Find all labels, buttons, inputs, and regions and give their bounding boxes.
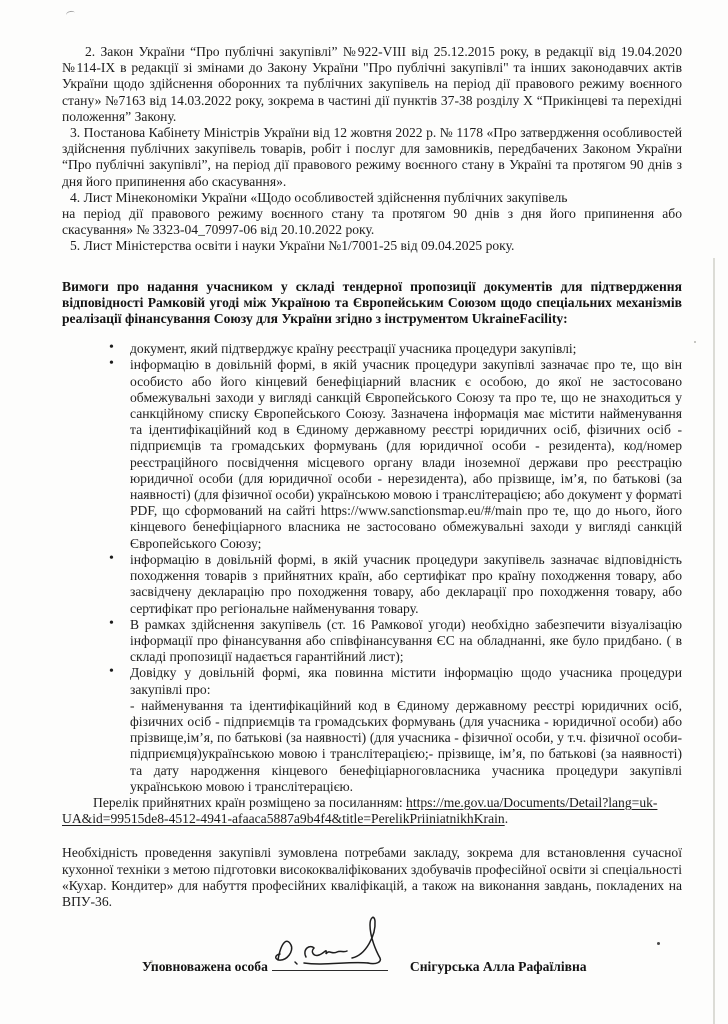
paragraph-line: 4. Лист Мінекономіки України «Щодо особливостей здійснення публічних закупівель bbox=[70, 189, 568, 205]
list-item: • інформацію в довільній формі, в якій учасник процедури закупівлі зазначає про те, що він особисто або його кінцевий бенефіціарний власник є особою, до якої не застосовано обмежувальні заходи у вигляді санкцій Європейського Союзу та про те, що не знаходиться у санкційному списку Європейського Союзу. Зазначена інформація має містити найменування та ідентифікаційний код в Єдиному державному реєстрі юридичних осіб, фізичних осіб - підприємців та громадських формувань (для юридичної особи - резидента), код/номер реєстраційного посвідчення місцевого органу влади іноземної держави про реєстрацію юридичної особи (для юридичної особи - нерезидента), або прізвище, ім’я, по батькові (за наявності) (для фізичної особи) українською мовою і транслітерацією; або документ у форматі PDF, що сформований на сайті https://www.sanctionsmap.eu/#/main про те, що до нього, його кінцевого бенефіціарного власника не застосовано обмежувальні заходи у вигляді санкцій Європейського Союзу; bbox=[62, 357, 682, 551]
countries-note-period: . bbox=[504, 811, 509, 827]
legal-reference-2: 2. Закон України “Про публічні закупівлі” №922-VIII від 25.12.2015 року, в редакції від 19.04.2020 №114-ІХ в редакції зі змінами до Закону України "Про публічні закупівлі" та інших законодавчих актів України щодо здійснення оборонних та публічних закупівель на період дії правового режиму воєнного стану» №7163 від 14.03.2022 року, зокрема в частині дії пунктів 37-38 розділу X “Прикінцеві та перехідні положення” Закону. bbox=[62, 44, 682, 124]
handwritten-signature bbox=[264, 910, 422, 974]
list-item bbox=[62, 665, 682, 795]
signature-line bbox=[272, 956, 388, 971]
justification-paragraph: Необхідність проведення закупівлі зумовлена потребами закладу, зокрема для встановлення сучасної кухонної техніки з метою підготовки висококваліфікованих здобувачів професійної освіти зі спеціальності «Кухар. Кондитер» для набуття професійних кваліфікацій, а також на виконання завдань, покладених на ВПУ-36. bbox=[62, 845, 682, 909]
requirements-heading: Вимоги про надання учасником у складі тендерної пропозиції документів для підтвердження відповідності Рамковій угоді між Україною та Європейським Союзом щодо спеціальних механізмів реалізації фінансування Союзу для України згідно з інструментом UkraineFacility: bbox=[62, 278, 682, 327]
legal-reference-5: 5. Лист Міністерства освіти і науки України №1/7001-25 від 09.04.2025 року. bbox=[70, 238, 515, 254]
list-item-intro: Довідку у довільній формі, яка повинна містити інформацію щодо учасника процедури закупівлі про: bbox=[130, 665, 682, 697]
scan-speck-icon bbox=[694, 341, 696, 343]
list-item: • інформацію в довільній формі, в якій учасник процедури закупівель зазначає відповідність походження товарів з прийнятних країн, або сертифікат про країну походження товару, або засвідчену декларацію про походження товару, або декларації про походження товару, або сертифікат про регіональне найменування товару. bbox=[62, 552, 682, 617]
paragraph-line: на період дії правового режиму воєнного стану та протягом 90 днів з дня його припинення або скасування» № 3323-04_70997-06 від 20.10.2022 року. bbox=[62, 206, 682, 238]
list-item: • В рамках здійснення закупівель (ст. 16 Рамкової угоди) необхідно забезпечити візуалізацію інформації про фінансування або співфінансування ЄС на обладнанні, яке було придбано. ( в складі пропозиції надається гарантійний лист); bbox=[62, 617, 682, 666]
document-body bbox=[62, 44, 682, 975]
legal-reference-3: 3. Постанова Кабінету Міністрів України від 12 жовтня 2022 р. № 1178 «Про затвердження особливостей здійснення публічних закупівель товарів, робіт і послуг для замовників, передбачених Законом України “Про публічні закупівлі”, на період дії правового режиму воєнного стану в Україні та протягом 90 днів з дня його припинення або скасування». bbox=[62, 125, 682, 189]
signature-row bbox=[62, 956, 682, 975]
countries-note bbox=[62, 795, 682, 827]
list-item-detail: - найменування та ідентифікаційний код в Єдиному державному реєстрі юридичних осіб, фізичних осіб - підприємців та громадських формувань (для учасника - юридичної особи) або прізвище,ім’я, по батькові (за наявності) (для учасника - фізичної особи, у т.ч. фізичної особи-підприємця)українською мовою і транслітерацією;- прізвище, ім’я, по батькові (за наявності) та дату народження кінцевого бенефіціарноговласника учасника процедури закупівлі українською мовою і транслітерацією. bbox=[130, 697, 682, 794]
countries-link-line: https://me.gov.ua/Documents/Detail?lang=uk- bbox=[406, 794, 658, 810]
countries-note-text: Перелік прийнятних країн розміщено за посиланням: bbox=[93, 794, 407, 810]
list-item: • документ, який підтверджує країну реєстрації учасника процедури закупівлі; bbox=[62, 341, 682, 357]
signature-label: Уповноважена особа bbox=[142, 959, 268, 975]
legal-reference-4 bbox=[62, 190, 682, 239]
requirements-list bbox=[62, 341, 682, 795]
signatory-name: Снігурська Алла Рафаїлівна bbox=[409, 959, 587, 975]
countries-link-line: UA&id=99515de8-4512-4941-afaaca5887a9b4f4&title=PerelikPriiniatnikhKrain bbox=[62, 811, 505, 827]
scan-speck-icon bbox=[65, 10, 75, 18]
scan-edge-line bbox=[713, 258, 715, 1024]
